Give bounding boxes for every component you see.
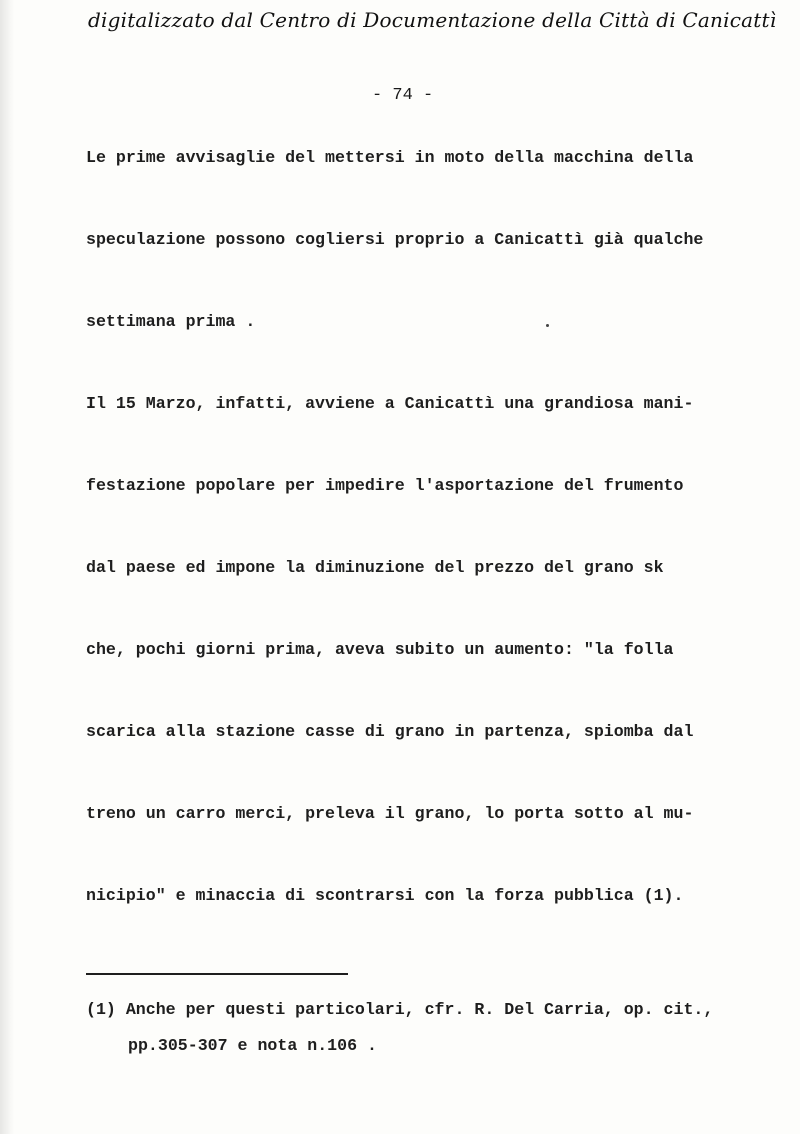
footnote-separator bbox=[86, 973, 348, 975]
body-line: Le prime avvisaglie del mettersi in moto della macchina della bbox=[86, 148, 694, 167]
body-line: speculazione possono cogliersi proprio a Canicattì già qualche bbox=[86, 230, 704, 249]
footnote-line: (1) Anche per questi particolari, cfr. R. Del Carria, op. cit., bbox=[86, 1000, 714, 1019]
body-line: nicipio" e minaccia di scontrarsi con la forza pubblica (1). bbox=[86, 886, 684, 905]
scan-speck bbox=[546, 324, 549, 327]
body-line: settimana prima . bbox=[86, 312, 256, 331]
body-line: Il 15 Marzo, infatti, avviene a Canicattì una grandiosa mani- bbox=[86, 394, 694, 413]
body-line: dal paese ed impone la diminuzione del prezzo del grano sk bbox=[86, 558, 664, 577]
footnote-line: pp.305-307 e nota n.106 . bbox=[128, 1036, 377, 1055]
body-line: che, pochi giorni prima, aveva subito un aumento: "la folla bbox=[86, 640, 674, 659]
scan-edge-shadow bbox=[0, 0, 14, 1134]
digitization-watermark: digitalizzato dal Centro di Documentazione della Città di Canicattì bbox=[88, 8, 777, 32]
body-line: scarica alla stazione casse di grano in partenza, spiomba dal bbox=[86, 722, 694, 741]
body-line: festazione popolare per impedire l'asportazione del frumento bbox=[86, 476, 684, 495]
page-number: - 74 - bbox=[372, 86, 434, 105]
footnote bbox=[86, 998, 776, 1070]
body-text bbox=[86, 146, 756, 966]
body-line: treno un carro merci, preleva il grano, lo porta sotto al mu- bbox=[86, 804, 694, 823]
